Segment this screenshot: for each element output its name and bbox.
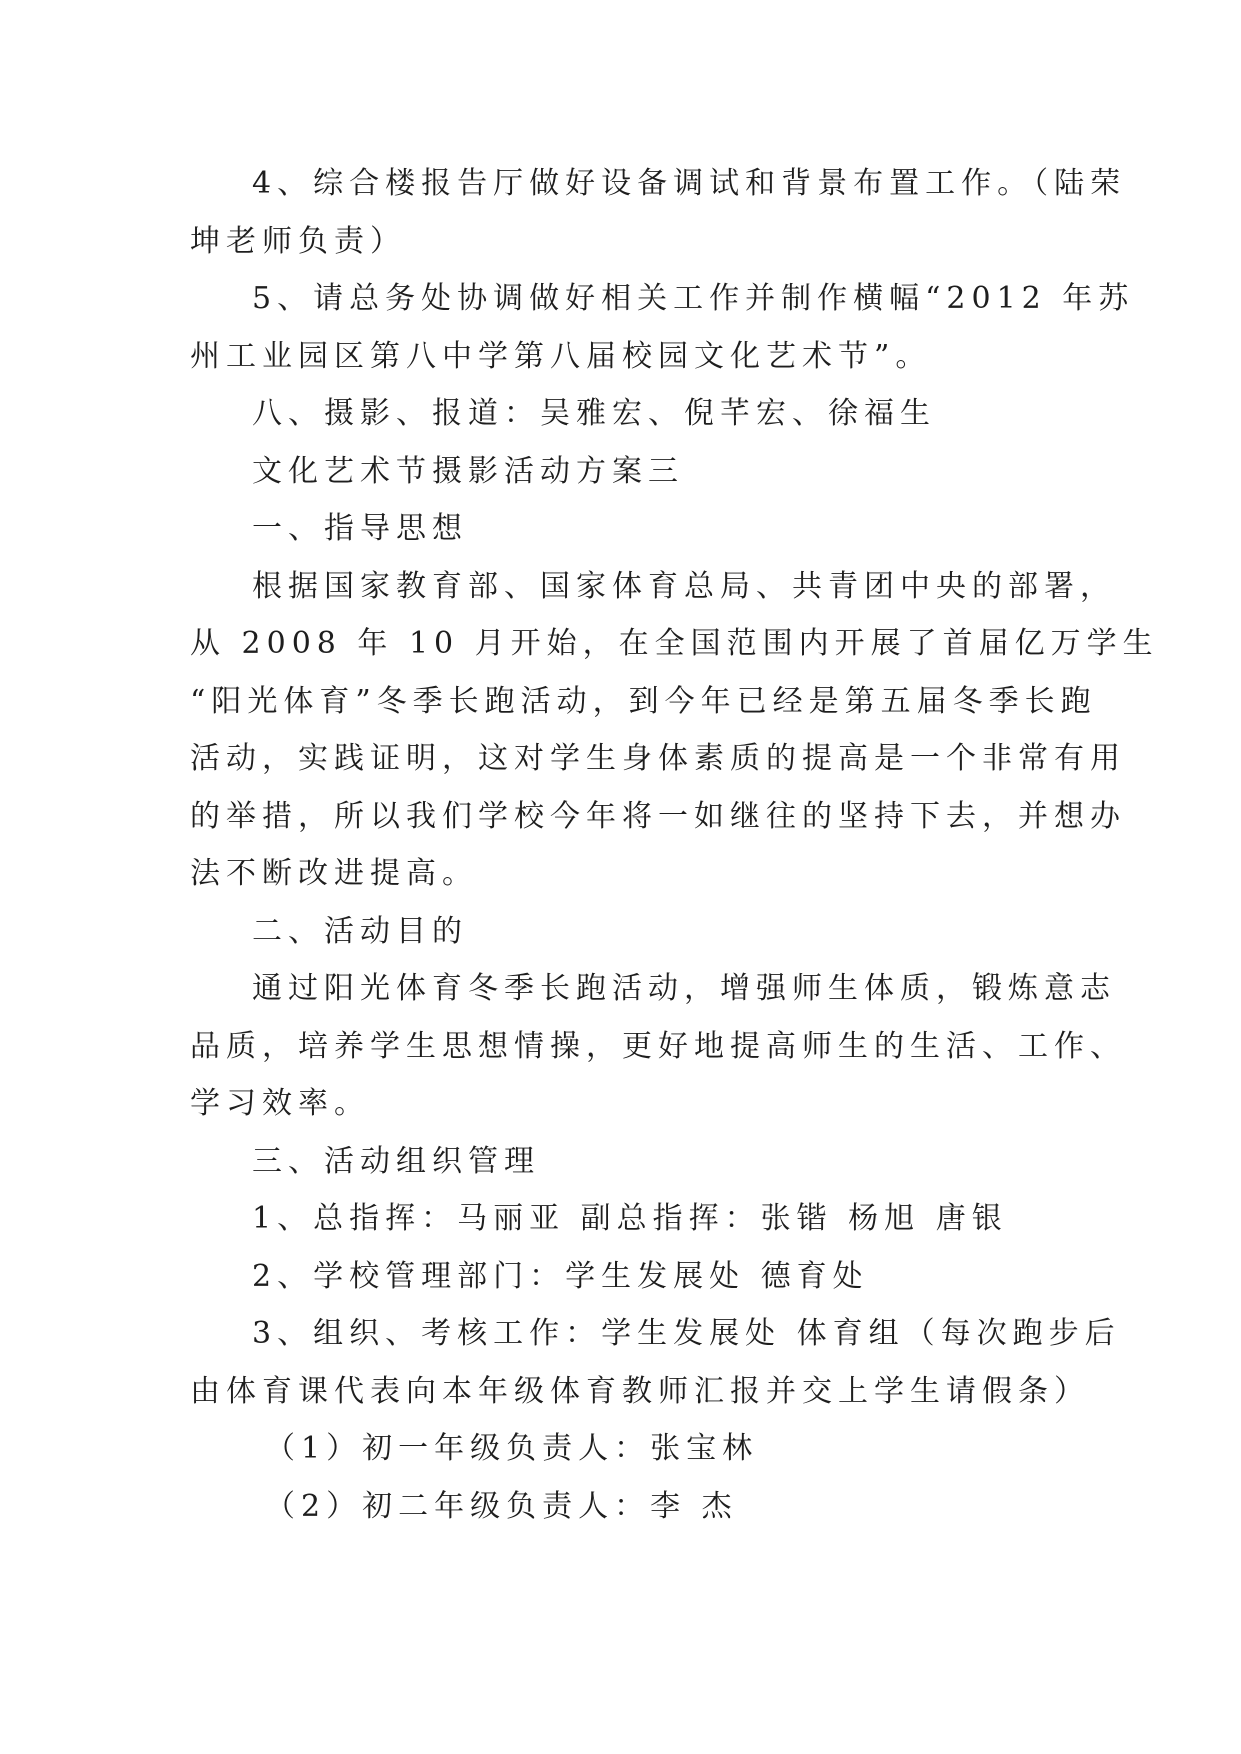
text-line: 1、总指挥：马丽亚 副总指挥：张锴 杨旭 唐银 — [252, 1201, 1008, 1236]
text-line: 法不断改进提高。 — [190, 856, 478, 891]
text-line: 坤老师负责） — [190, 224, 406, 259]
text-line: 5、请总务处协调做好相关工作并制作横幅“2012 年苏 — [252, 281, 1135, 316]
text-line: 4、综合楼报告厅做好设备调试和背景布置工作。（陆荣 — [252, 166, 1127, 201]
text-line: 从 2008 年 10 月开始，在全国范围内开展了首届亿万学生 — [190, 626, 1159, 661]
text-line: 通过阳光体育冬季长跑活动，增强师生体质，锻炼意志 — [252, 971, 1116, 1006]
section-heading: 二、活动目的 — [252, 914, 468, 949]
section-heading: 八、摄影、报道：吴雅宏、倪芊宏、徐福生 — [252, 396, 936, 431]
text-line: 品质，培养学生思想情操，更好地提高师生的生活、工作、 — [190, 1029, 1126, 1064]
text-line: 州工业园区第八中学第八届校园文化艺术节”。 — [190, 339, 932, 374]
list-item: （1）初一年级负责人：张宝林 — [265, 1431, 759, 1466]
text-line: “阳光体育”冬季长跑活动，到今年已经是第五届冬季长跑 — [190, 684, 1097, 719]
text-line: 2、学校管理部门：学生发展处 德育处 — [252, 1259, 869, 1294]
section-heading: 三、活动组织管理 — [252, 1144, 540, 1179]
text-line: 活动，实践证明，这对学生身体素质的提高是一个非常有用 — [190, 741, 1126, 776]
text-line: 的举措，所以我们学校今年将一如继往的坚持下去，并想办 — [190, 799, 1126, 834]
text-line: 3、组织、考核工作：学生发展处 体育组（每次跑步后 — [252, 1316, 1121, 1351]
section-heading: 一、指导思想 — [252, 511, 468, 546]
document-subtitle: 文化艺术节摄影活动方案三 — [252, 454, 684, 489]
text-line: 根据国家教育部、国家体育总局、共青团中央的部署， — [252, 569, 1116, 604]
text-line: 由体育课代表向本年级体育教师汇报并交上学生请假条） — [190, 1374, 1090, 1409]
list-item: （2）初二年级负责人：李 杰 — [265, 1489, 738, 1524]
text-line: 学习效率。 — [190, 1086, 370, 1121]
